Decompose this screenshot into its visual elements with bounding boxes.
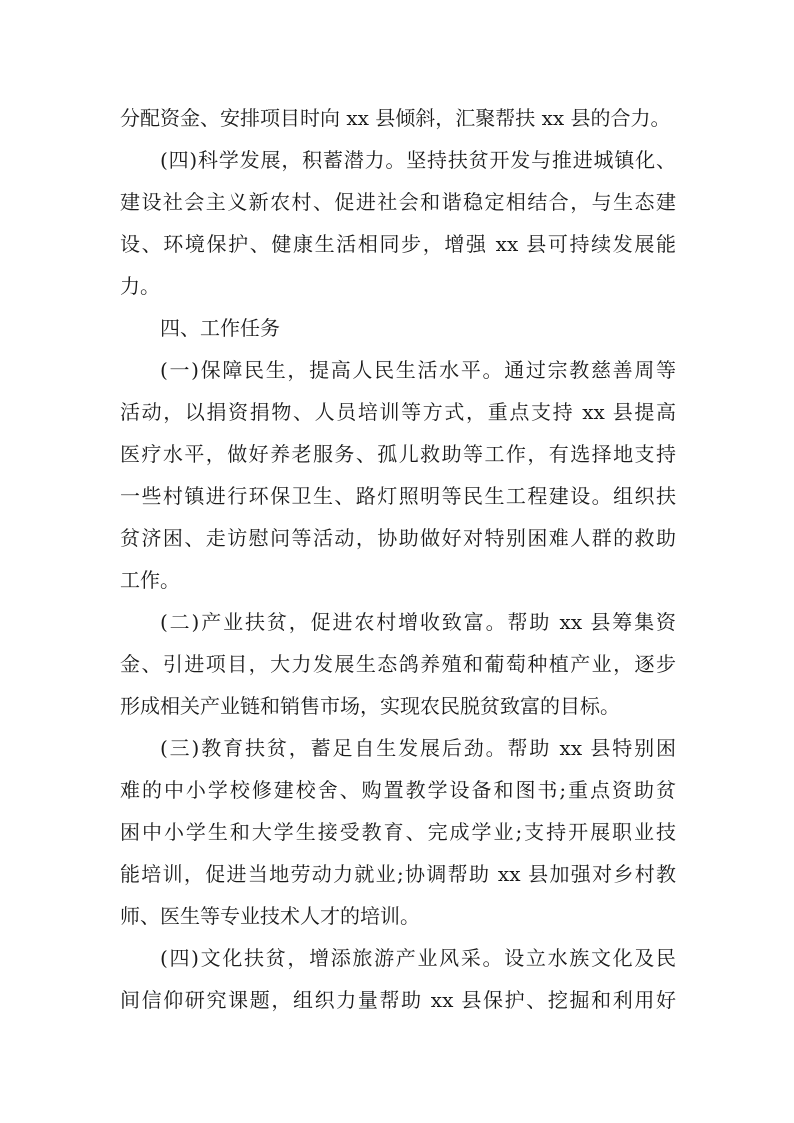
paragraph-heading-3: (三)教育扶贫，蓄足自生发展后劲。帮助 xx 县特别困 (160, 736, 676, 760)
text-line: 金、引进项目，大力发展生态鸽养殖和葡萄种植产业，逐步 (120, 652, 676, 676)
paragraph-heading-4: (四)科学发展，积蓄潜力。坚持扶贫开发与推进城镇化、 (160, 148, 676, 172)
text-line: 难的中小学校修建校舍、购置教学设备和图书;重点资助贫 (120, 778, 676, 802)
text-line: 设、环境保护、健康生活相同步，增强 xx 县可持续发展能 (120, 232, 676, 256)
text-line: 贫济困、走访慰问等活动，协助做好对特别困难人群的救助 (120, 526, 676, 550)
text-line: 分配资金、安排项目时向 xx 县倾斜，汇聚帮扶 xx 县的合力。 (120, 106, 671, 130)
text-line: 活动，以捐资捐物、人员培训等方式，重点支持 xx 县提高 (120, 400, 676, 424)
text-line: 工作。 (120, 568, 180, 592)
text-line: 医疗水平，做好养老服务、孤儿救助等工作，有选择地支持 (120, 442, 676, 466)
text-line: 建设社会主义新农村、促进社会和谐稳定相结合，与生态建 (120, 190, 676, 214)
section-heading: 四、工作任务 (160, 316, 280, 340)
paragraph-heading-1: (一)保障民生，提高人民生活水平。通过宗教慈善周等 (160, 358, 676, 382)
text-line: 能培训，促进当地劳动力就业;协调帮助 xx 县加强对乡村教 (120, 862, 676, 886)
text-line: 一些村镇进行环保卫生、路灯照明等民生工程建设。组织扶 (120, 484, 676, 508)
paragraph-heading-4b: (四)文化扶贫，增添旅游产业风采。设立水族文化及民 (160, 946, 676, 970)
text-line: 间信仰研究课题，组织力量帮助 xx 县保护、挖掘和利用好 (120, 988, 676, 1012)
paragraph-heading-2: (二)产业扶贫，促进农村增收致富。帮助 xx 县筹集资 (160, 610, 676, 634)
text-line: 力。 (120, 274, 160, 298)
text-line: 困中小学生和大学生接受教育、完成学业;支持开展职业技 (120, 820, 676, 844)
text-line: 形成相关产业链和销售市场，实现农民脱贫致富的目标。 (120, 694, 620, 718)
text-line: 师、医生等专业技术人才的培训。 (120, 904, 420, 928)
